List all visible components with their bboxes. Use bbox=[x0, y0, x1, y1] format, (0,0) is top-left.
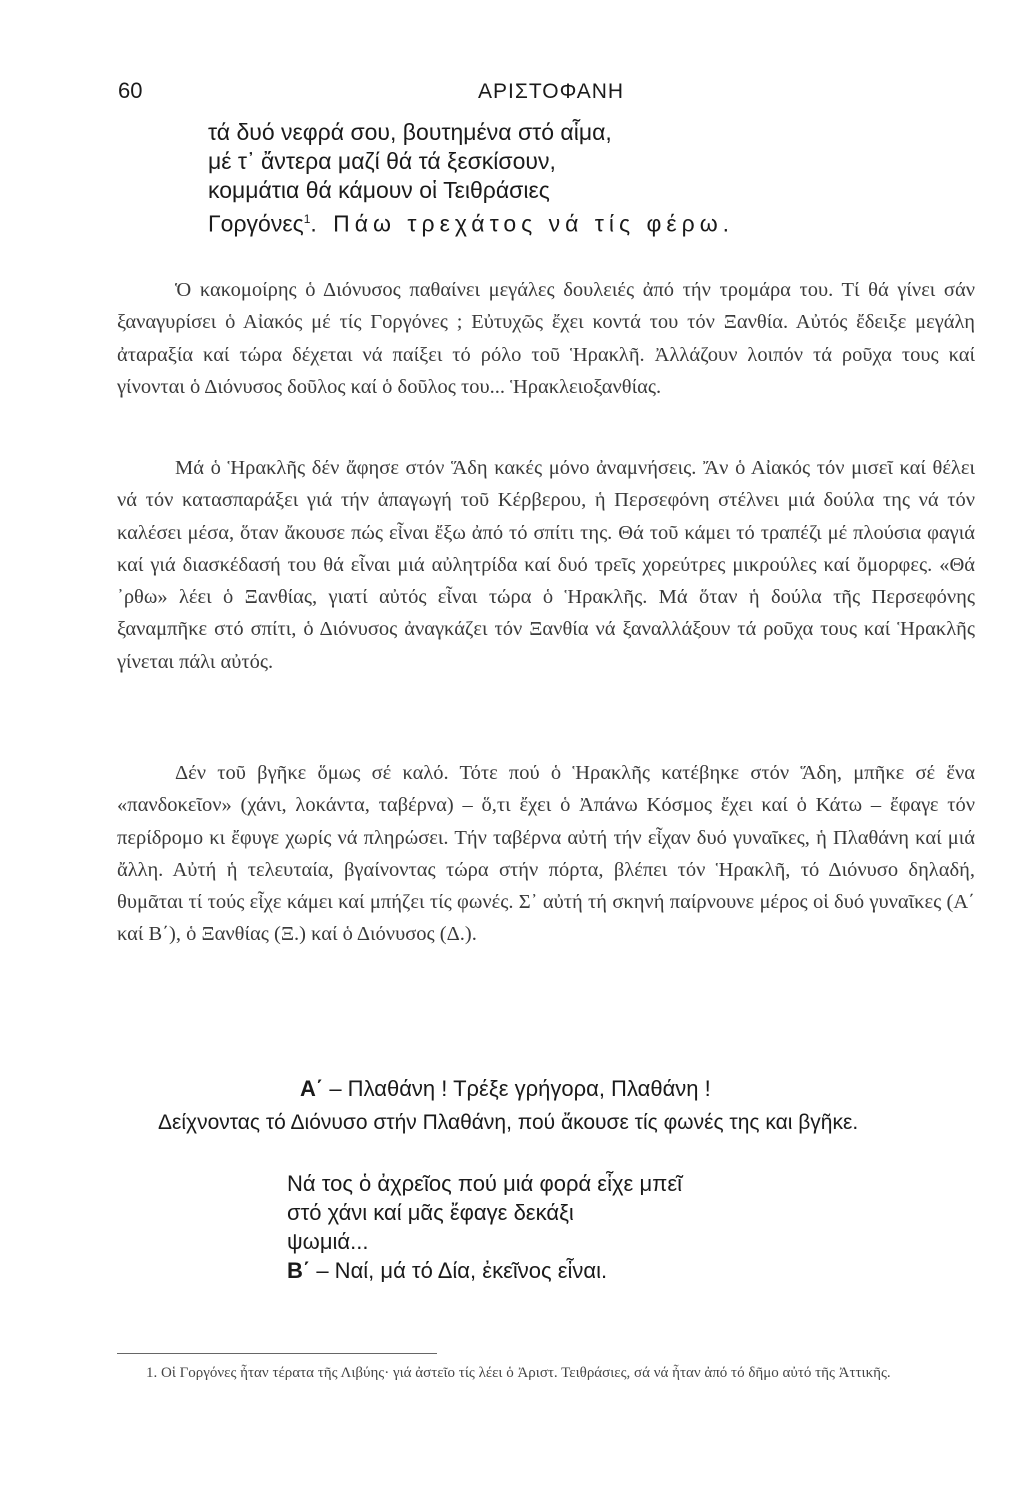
stage-direction: Δείχνοντας τό Διόνυσο στήν Πλαθάνη, πού ἄκουσε τίς φωνές της και βγῆκε. bbox=[158, 1111, 859, 1134]
verse-word-gorgones: Γοργόνες bbox=[208, 210, 304, 237]
dialogue-line-b bbox=[287, 1256, 682, 1285]
dialogue-text-b: – Ναί, μά τό Δία, ἐκεῖνος εἶναι. bbox=[310, 1258, 608, 1283]
verse-block-bottom bbox=[287, 1169, 682, 1285]
footnote-marker[interactable]: 1 bbox=[303, 212, 311, 226]
footnote: 1. Οἱ Γοργόνες ἦταν τέρατα τῆς Λιβύης· γιά ἀστεῖο τίς λέει ὁ Ἀριστ. Τειθράσιες, σά νά ἦταν ἀπό τό δῆμο αὐτό τῆς Ἀττικῆς. bbox=[146, 1365, 891, 1381]
page-number: 60 bbox=[118, 78, 143, 103]
verse-line bbox=[208, 205, 734, 239]
paragraph-text: Δέν τοῦ βγῆκε ὅμως σέ καλό. Τότε πού ὁ Ἡρακλῆς κατέβηκε στόν Ἅδη, μπῆκε σέ ἕνα «πανδοκεῖον» (χάνι, λοκάντα, ταβέρνα) – ὅ,τι ἔχει ὁ Ἀπάνω Κόσμος ἔχει καί ὁ Κάτω – ἔφαγε τόν περίδρομο κι ἔφυγε χωρίς νά πληρώσει. Τήν ταβέρνα αὐτή τήν εἶχαν δυό γυναῖκες, ἡ Πλαθάνη καί μιά ἄλλη. Αὐτή ἡ τελευταία, βγαίνοντας τώρα στήν πόρτα, βλέπει τόν Ἡρακλῆ, τό Διόνυσο δηλαδή, θυμᾶται τί τούς εἶχε κάμει καί μπήζει τίς φωνές. Σ᾽ αὐτή τή σκηνή παίρνουνε μέρος οἱ δυό γυναῖκες (Α΄ καί Β΄), ὁ Ξανθίας (Ξ.) καί ὁ Διόνυσος (Δ.). bbox=[117, 762, 975, 946]
verse-line: μέ τ᾽ ἄντερα μαζί θά τά ξεσκίσουν, bbox=[208, 148, 556, 174]
verse-line: στό χάνι καί μᾶς ἔφαγε δεκάξι bbox=[287, 1200, 574, 1225]
running-head: ΑΡΙΣΤΟΦΑΝΗ bbox=[478, 80, 625, 103]
verse-line-end: . Πάω τρεχάτος νά τίς φέρω. bbox=[310, 210, 735, 237]
speaker-a: Α΄ bbox=[300, 1076, 324, 1101]
verse-line: κομμάτια θά κάμουν οἱ Τειθράσιες bbox=[208, 177, 550, 203]
paragraph-text: Ὁ κακομοίρης ὁ Διόνυσος παθαίνει μεγάλες δουλειές ἀπό τήν τρομάρα του. Τί θά γίνει σάν ξαναγυρίσει ὁ Αἰακός μέ τίς Γοργόνες ; Εὐτυχῶς ἔχει κοντά του τόν Ξανθία. Αὐτός ἔδειξε μεγάλη ἀταραξία καί τώρα δέχεται νά παίξει τό ρόλο τοῦ Ἡρακλῆ. Ἀλλάζουν λοιπόν τά ροῦχα τους καί γίνονται ὁ Διόνυσος δοῦλος καί ὁ δοῦλος του... Ἡρακλειοξανθίας. bbox=[117, 279, 975, 398]
verse-line: Νά τος ὁ ἀχρεῖος πού μιά φορά εἶχε μπεῖ bbox=[287, 1171, 683, 1196]
speaker-b: Β΄ bbox=[287, 1258, 311, 1283]
verse-line: ψωμιά... bbox=[287, 1229, 369, 1254]
dialogue-text-a: – Πλαθάνη ! Τρέξε γρήγορα, Πλαθάνη ! bbox=[323, 1076, 711, 1101]
prose-paragraph-3 bbox=[117, 757, 975, 951]
verse-line: τά δυό νεφρά σου, βουτημένα στό αἷμα, bbox=[208, 119, 612, 145]
prose-paragraph-1 bbox=[117, 274, 975, 403]
paragraph-text: Μά ὁ Ἡρακλῆς δέν ἄφησε στόν Ἅδη κακές μόνο ἀναμνήσεις. Ἄν ὁ Αἰακός τόν μισεῖ καί θέλει νά τόν κατασπαράξει γιά τήν ἁπαγωγή τοῦ Κέρβερου, ἡ Περσεφόνη στέλνει μιά δούλα της νά τόν καλέσει μέσα, ὅταν ἄκουσε πώς εἶναι ἔξω ἀπό τό σπίτι της. Θά τοῦ κάμει τό τραπέζι μέ πλούσια φαγιά καί γιά διασκέδασή του θά εἶναι μιά αὐλητρίδα καί δυό τρεῖς χορεύτρες μικρούλες καί ὄμορφες. «Θά ᾽ρθω» λέει ὁ Ξανθίας, γιατί αὐτός εἶναι τώρα ὁ Ἡρακλῆς. Μά ὅταν ἡ δούλα τῆς Περσεφόνης ξαναμπῆκε στό σπίτι, ὁ Διόνυσος ἀναγκάζει τόν Ξανθία νά ξαναλλάξουν τά ροῦχα τους καί Ἡρακλῆς γίνεται πάλι αὐτός. bbox=[117, 457, 975, 673]
prose-paragraph-2 bbox=[117, 452, 975, 678]
verse-block-top bbox=[208, 118, 734, 239]
footnote-divider bbox=[117, 1353, 437, 1354]
dialogue-line-a bbox=[300, 1076, 711, 1102]
